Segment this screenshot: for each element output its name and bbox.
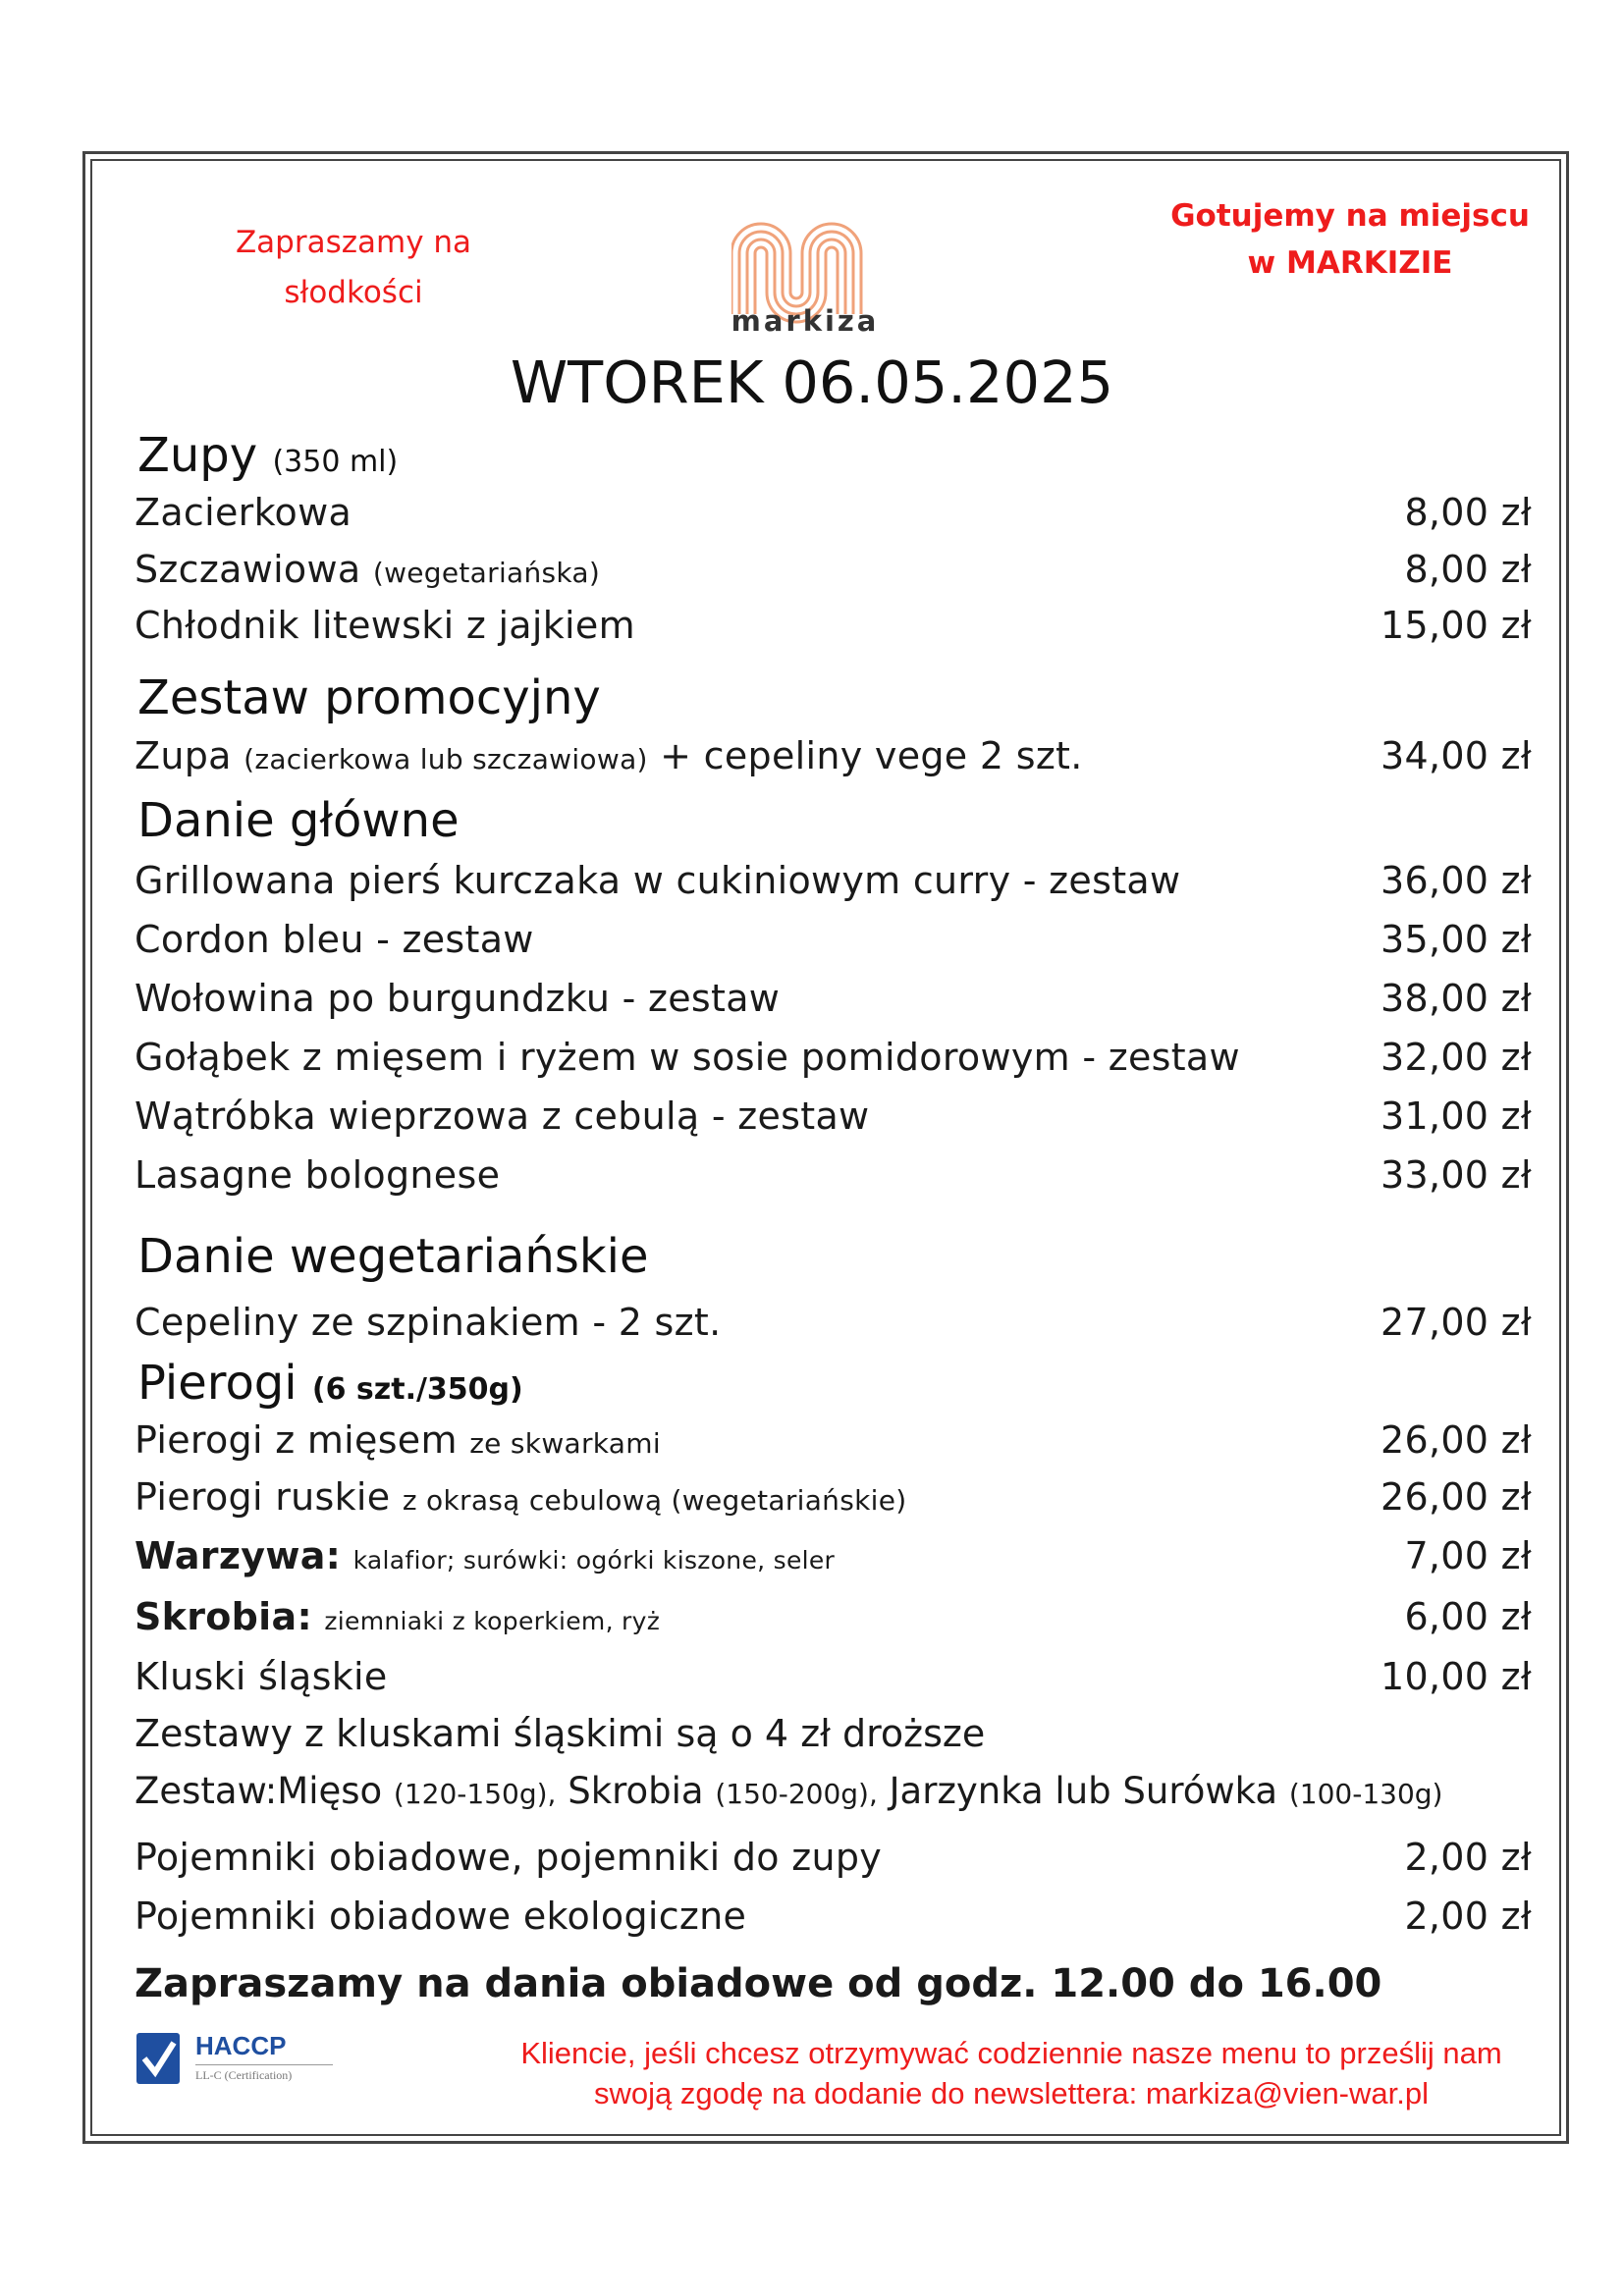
newsletter-note — [432, 2033, 1591, 2113]
page-title: WTOREK 06.05.2025 — [510, 348, 1114, 416]
item-price: 26,00 zł — [1380, 1418, 1532, 1462]
item-name: Gołąbek z mięsem i ryżem w sosie pomidorowym - zestaw — [135, 1036, 1240, 1079]
item-price: 7,00 zł — [1404, 1534, 1532, 1577]
cooking-note — [1159, 192, 1542, 287]
item-name: Wołowina po burgundzku - zestaw — [135, 977, 781, 1020]
item-note: z okrasą cebulową (wegetariańskie) — [402, 1484, 907, 1517]
item-price: 31,00 zł — [1380, 1095, 1532, 1138]
item-price: 2,00 zł — [1404, 1836, 1532, 1879]
item-price: 26,00 zł — [1380, 1475, 1532, 1519]
menu-item-skrobia — [135, 1595, 1532, 1644]
item-note: (wegetariańska) — [372, 557, 601, 589]
item-name: Szczawiowa (wegetariańska) — [135, 548, 601, 591]
item-name: Skrobia: ziemniaki z koperkiem, ryż — [135, 1595, 661, 1638]
item-price: 2,00 zł — [1404, 1895, 1532, 1938]
cooking-note-line2: w MARKIZIE — [1247, 245, 1453, 281]
section-heading-pierogi — [137, 1356, 523, 1411]
logo-wordmark: markiza — [731, 304, 880, 338]
item-name: Wątróbka wieprzowa z cebulą - zestaw — [135, 1095, 870, 1138]
item-name: Grillowana pierś kurczaka w cukiniowym curry - zestaw — [135, 859, 1181, 902]
item-price: 33,00 zł — [1380, 1153, 1532, 1197]
menu-item — [135, 604, 1532, 653]
sweets-invitation-line1: Zapraszamy na — [235, 225, 472, 260]
sweets-invitation — [221, 218, 486, 318]
menu-item — [135, 734, 1532, 783]
item-note: (zacierkowa lub szczawiowa) — [244, 743, 648, 775]
item-price: 32,00 zł — [1380, 1036, 1532, 1079]
menu-item — [135, 1836, 1532, 1885]
item-note: ze skwarkami — [469, 1427, 661, 1460]
menu-item — [135, 1475, 1532, 1524]
menu-item-warzywa — [135, 1534, 1532, 1583]
item-name: Kluski śląskie — [135, 1655, 388, 1698]
item-price: 6,00 zł — [1404, 1595, 1532, 1638]
haccp-check-icon — [135, 2029, 184, 2088]
menu-item — [135, 1036, 1532, 1085]
item-name: Warzywa: kalafior; surówki: ogórki kiszone, seler — [135, 1534, 836, 1577]
item-name: Pierogi ruskie z okrasą cebulową (wegetariańskie) — [135, 1475, 907, 1519]
section-note: (350 ml) — [272, 445, 399, 479]
item-name: Cordon bleu - zestaw — [135, 918, 534, 961]
item-price: 15,00 zł — [1380, 604, 1532, 647]
menu-item — [135, 977, 1532, 1026]
item-note: ziemniaki z koperkiem, ryż — [324, 1607, 661, 1635]
newsletter-line2: swoją zgodę na dodanie do newslettera: markiza@vien-war.pl — [594, 2076, 1429, 2110]
menu-item-kluski — [135, 1655, 1532, 1704]
menu-item — [135, 1418, 1532, 1468]
item-name: Pojemniki obiadowe, pojemniki do zupy — [135, 1836, 883, 1879]
opening-hours: Zapraszamy na dania obiadowe od godz. 12.00 do 16.00 — [135, 1961, 1382, 2006]
section-title: Pierogi — [137, 1356, 298, 1411]
newsletter-line1: Kliencie, jeśli chcesz otrzymywać codziennie nasze menu to prześlij nam — [520, 2036, 1502, 2070]
haccp-badge — [135, 2029, 341, 2088]
cooking-note-line1: Gotujemy na miejscu — [1170, 198, 1530, 234]
item-name: Zacierkowa — [135, 491, 352, 534]
item-name: Chłodnik litewski z jajkiem — [135, 604, 635, 647]
item-name: Lasagne bolognese — [135, 1153, 501, 1197]
menu-item — [135, 491, 1532, 540]
section-note: (6 szt./350g) — [311, 1372, 523, 1407]
haccp-subtitle: LL-C (Certification) — [195, 2068, 293, 2082]
item-price: 34,00 zł — [1380, 734, 1532, 777]
item-note: kalafior; surówki: ogórki kiszone, seler — [352, 1546, 836, 1575]
item-price: 38,00 zł — [1380, 977, 1532, 1020]
menu-item — [135, 1095, 1532, 1144]
sweets-invitation-line2: słodkości — [284, 275, 423, 310]
kluski-note: Zestawy z kluskami śląskimi są o 4 zł droższe — [135, 1712, 986, 1755]
item-price: 8,00 zł — [1404, 548, 1532, 591]
item-name: Pojemniki obiadowe ekologiczne — [135, 1895, 747, 1938]
item-price: 35,00 zł — [1380, 918, 1532, 961]
item-price: 8,00 zł — [1404, 491, 1532, 534]
section-title: Zupy — [137, 428, 258, 483]
menu-item — [135, 918, 1532, 967]
menu-item — [135, 1301, 1532, 1350]
item-name: Cepeliny ze szpinakiem - 2 szt. — [135, 1301, 722, 1344]
menu-item — [135, 1895, 1532, 1944]
section-heading-wege: Danie wegetariańskie — [137, 1229, 649, 1284]
section-heading-zestaw: Zestaw promocyjny — [137, 670, 601, 725]
menu-item — [135, 1153, 1532, 1202]
haccp-title: HACCP — [195, 2031, 287, 2060]
item-price: 27,00 zł — [1380, 1301, 1532, 1344]
item-name: Pierogi z mięsem ze skwarkami — [135, 1418, 661, 1462]
item-name: Zupa (zacierkowa lub szczawiowa) + cepeliny vege 2 szt. — [135, 734, 1083, 777]
item-price: 10,00 zł — [1380, 1655, 1532, 1698]
menu-item — [135, 548, 1532, 597]
menu-item — [135, 859, 1532, 908]
zestaw-info: Zestaw:Mięso (120-150g), Skrobia (150-200g), Jarzynka lub Surówka (100-130g) — [135, 1770, 1443, 1812]
item-price: 36,00 zł — [1380, 859, 1532, 902]
section-heading-glowne: Danie główne — [137, 793, 460, 848]
section-heading-zupy — [137, 428, 398, 483]
